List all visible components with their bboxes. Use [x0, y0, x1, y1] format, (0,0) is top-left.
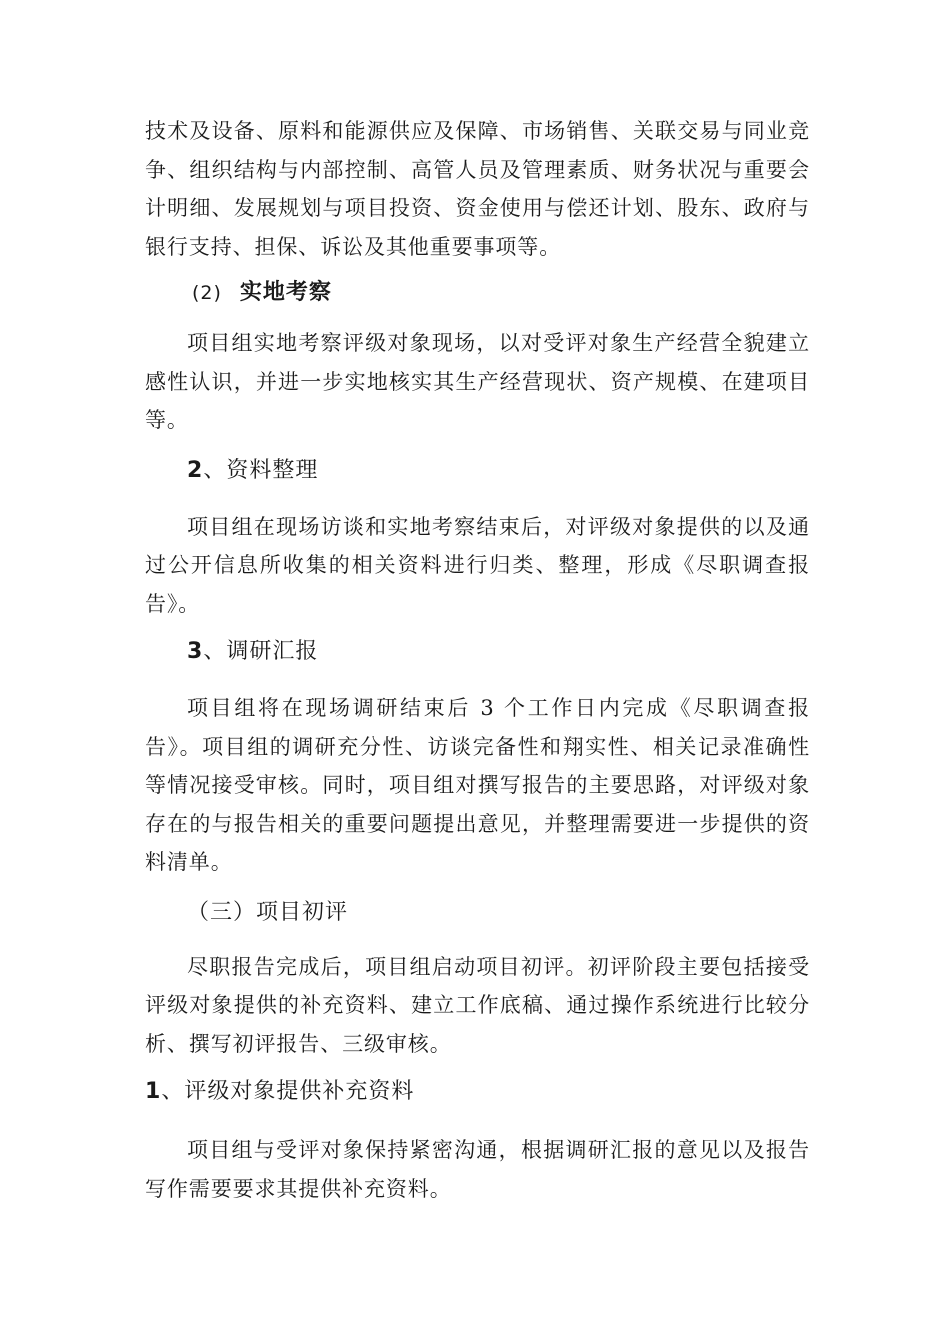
heading-title: 、调研汇报 [203, 639, 319, 664]
heading-title: 、资料整理 [203, 457, 319, 483]
document-page [145, 112, 810, 1208]
paragraph-supplementary-materials: 项目组与受评对象保持紧密沟通，根据调研汇报的意见以及报告写作需要要求其提供补充资料。 [145, 1138, 810, 1201]
heading-number: 3 [187, 639, 204, 664]
heading-title: 、评级对象提供补充资料 [161, 1079, 415, 1104]
heading-preliminary-review: （三）项目初评 [187, 899, 349, 925]
heading-data-organization [145, 454, 810, 488]
heading-number: 2 [187, 457, 204, 483]
heading-research-report [145, 635, 810, 669]
heading-number: 1 [145, 1079, 162, 1104]
subheading-site-visit [145, 276, 810, 310]
subheading-title: 实地考察 [239, 280, 332, 305]
subheading-number: (2) [192, 282, 222, 304]
paragraph-data-organization: 项目组在现场访谈和实地考察结束后，对评级对象提供的以及通过公开信息所收集的相关资料进行归类、整理，形成《尽职调查报告》。 [145, 514, 810, 616]
paragraph-preliminary-review: 尽职报告完成后，项目组启动项目初评。初评阶段主要包括接受评级对象提供的补充资料、建立工作底稿、通过操作系统进行比较分析、撰写初评报告、三级审核。 [145, 954, 810, 1056]
paragraph-research-report: 项目组将在现场调研结束后 3 个工作日内完成《尽职调查报告》。项目组的调研充分性、访谈完备性和翔实性、相关记录准确性等情况接受审核。同时，项目组对撰写报告的主要思路，对评级对象存在的与报告相关的重要问题提出意见，并整理需要进一步提供的资料清单。 [145, 696, 810, 874]
heading-supplementary-materials [145, 1075, 810, 1109]
paragraph-site-visit: 项目组实地考察评级对象现场，以对受评对象生产经营全貌建立感性认识，并进一步实地核实其生产经营现状、资产规模、在建项目等。 [145, 331, 810, 432]
paragraph-continued: 技术及设备、原料和能源供应及保障、市场销售、关联交易与同业竞争、组织结构与内部控制、高管人员及管理素质、财务状况与重要会计明细、发展规划与项目投资、资金使用与偿还计划、股东、政府与银行支持、担保、诉讼及其他重要事项等。 [145, 119, 810, 259]
